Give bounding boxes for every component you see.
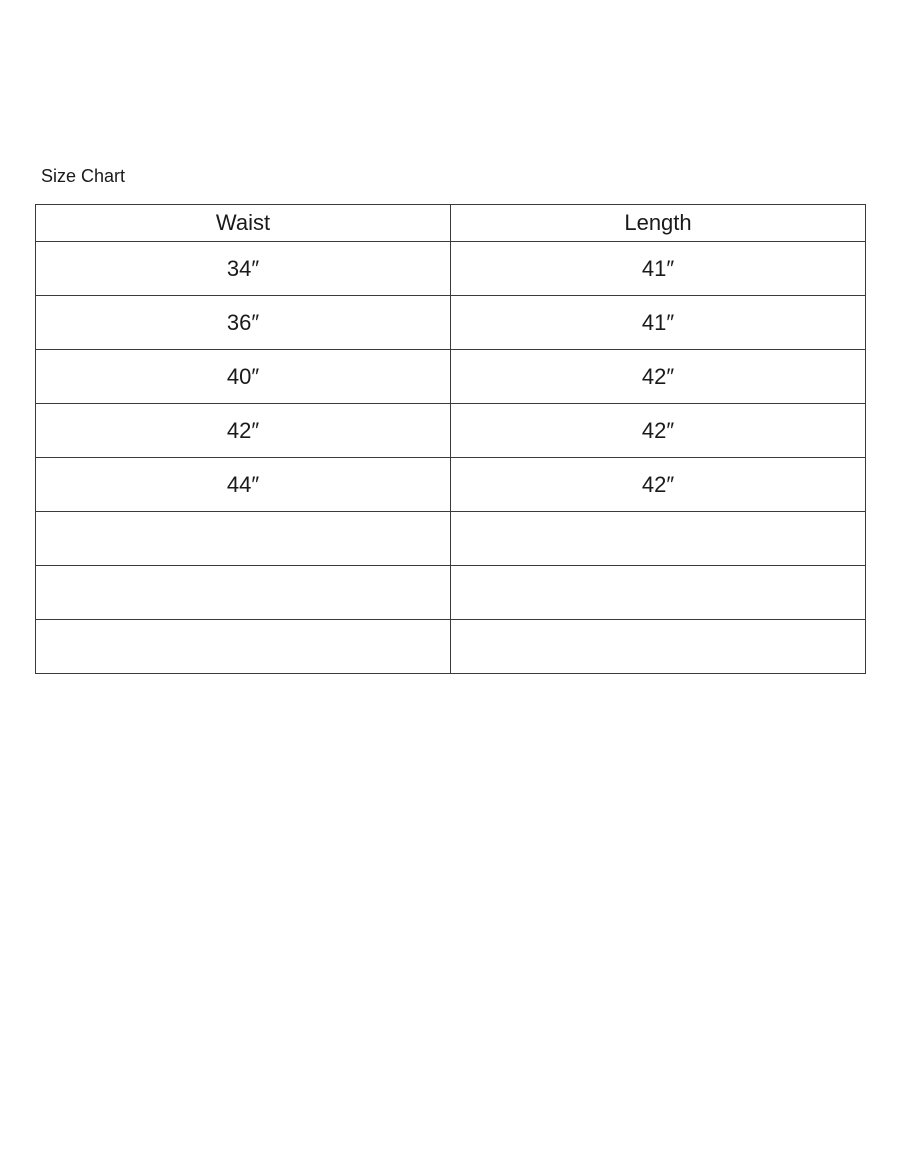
waist-cell: 36″	[36, 296, 451, 350]
table-row	[36, 404, 866, 458]
table-row	[36, 242, 866, 296]
header-length: Length	[451, 205, 866, 242]
header-waist: Waist	[36, 205, 451, 242]
waist-cell	[36, 620, 451, 674]
length-cell	[451, 566, 866, 620]
length-cell	[451, 512, 866, 566]
table-row	[36, 458, 866, 512]
table-row-empty	[36, 566, 866, 620]
waist-cell: 40″	[36, 350, 451, 404]
table-row-empty	[36, 512, 866, 566]
length-cell: 42″	[451, 350, 866, 404]
size-chart-table	[35, 204, 866, 674]
table-row	[36, 296, 866, 350]
length-cell: 41″	[451, 242, 866, 296]
waist-cell: 34″	[36, 242, 451, 296]
waist-cell	[36, 566, 451, 620]
length-cell: 42″	[451, 404, 866, 458]
length-cell: 42″	[451, 458, 866, 512]
length-cell: 41″	[451, 296, 866, 350]
waist-cell: 42″	[36, 404, 451, 458]
table-header-row	[36, 205, 866, 242]
table-row-empty	[36, 620, 866, 674]
waist-cell	[36, 512, 451, 566]
page-title: Size Chart	[41, 166, 126, 186]
table-row	[36, 350, 866, 404]
length-cell	[451, 620, 866, 674]
waist-cell: 44″	[36, 458, 451, 512]
